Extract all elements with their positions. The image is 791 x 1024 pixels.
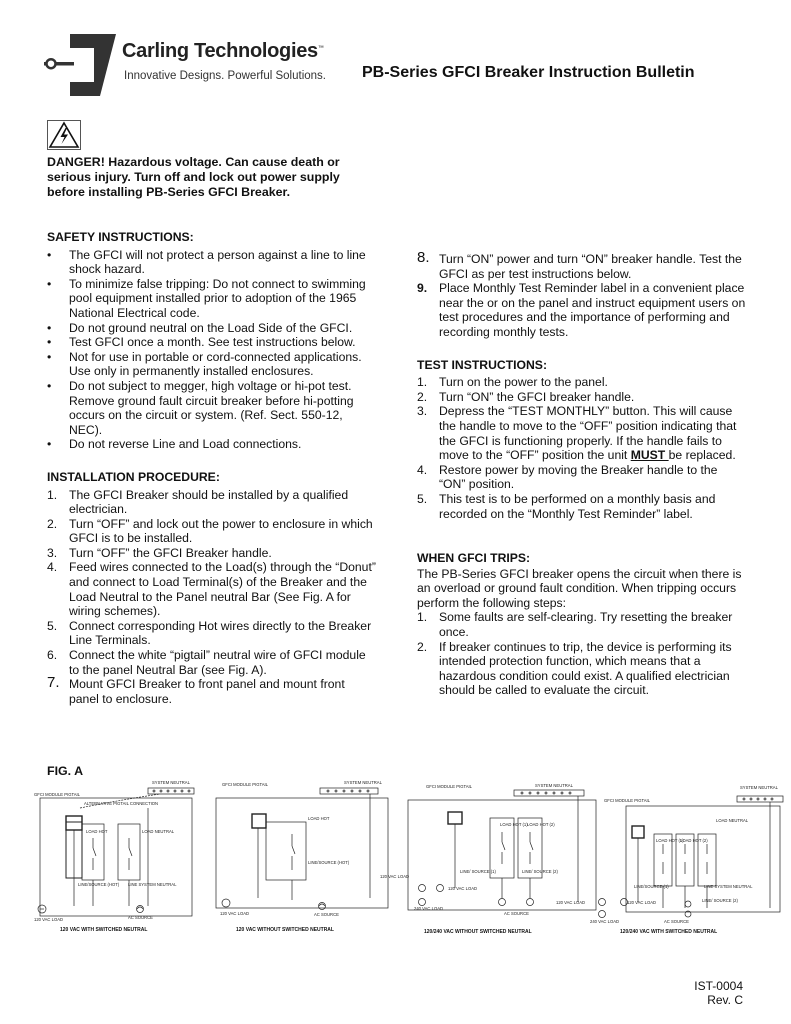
svg-text:LOAD HOT (1): LOAD HOT (1) (656, 838, 684, 843)
svg-text:LINE SYSTEM NEUTRAL: LINE SYSTEM NEUTRAL (128, 882, 177, 887)
list-item: • Do not reverse Line and Load connections. (47, 437, 302, 452)
svg-text:120/240 VAC WITHOUT SWITCHED N: 120/240 VAC WITHOUT SWITCHED NEUTRAL (424, 929, 532, 935)
safety-list (47, 248, 377, 452)
trips-heading: WHEN GFCI TRIPS: (417, 551, 531, 566)
right-column (417, 249, 747, 698)
svg-text:120 VAC LOAD: 120 VAC LOAD (448, 886, 478, 891)
svg-text:SYSTEM NEUTRAL: SYSTEM NEUTRAL (344, 780, 382, 785)
carling-logo-icon (44, 34, 116, 96)
svg-text:LOAD HOT (2): LOAD HOT (2) (527, 822, 555, 827)
diagram-120-240vac-switched-neutral (556, 785, 783, 935)
list-item: • Test GFCI once a month. See test instructions below. (47, 335, 356, 350)
electrical-hazard-icon (47, 120, 81, 150)
svg-text:LOAD HOT: LOAD HOT (86, 829, 108, 834)
diagram-120-240vac-without-switched-neutral (380, 783, 596, 935)
installation-list-continued (417, 249, 747, 340)
svg-text:LOAD NEUTRAL: LOAD NEUTRAL (142, 829, 175, 834)
svg-text:SYSTEM NEUTRAL: SYSTEM NEUTRAL (152, 780, 190, 785)
test-list (417, 375, 747, 521)
document-title: PB-Series GFCI Breaker Instruction Bulletin (362, 64, 695, 81)
safety-heading: SAFETY INSTRUCTIONS: (47, 230, 194, 244)
list-item: 2. If breaker continues to trip, the device is performing its intended protection function, which means that a hazardous condition could exist. A qualified electrician should be called to evaluate the circuit. (417, 639, 732, 698)
svg-text:LINE SYSTEM NEUTRAL: LINE SYSTEM NEUTRAL (704, 884, 753, 889)
wiring-diagrams (30, 778, 785, 940)
svg-text:120 VAC LOAD: 120 VAC LOAD (34, 917, 64, 922)
must-emphasis: MUST (630, 448, 669, 463)
svg-text:LOAD HOT (2): LOAD HOT (2) (680, 838, 708, 843)
svg-text:AC SOURCE: AC SOURCE (314, 912, 339, 917)
list-item: 1. Some faults are self-clearing. Try resetting the breaker once. (417, 610, 733, 640)
list-item: • Do not ground neutral on the Load Side of the GFCI. (47, 320, 353, 335)
list-item: 5. Connect corresponding Hot wires directly to the Breaker Line Terminals. (47, 618, 372, 648)
svg-text:120/240 VAC WITH SWITCHED NEUT: 120/240 VAC WITH SWITCHED NEUTRAL (620, 929, 718, 935)
svg-text:AC SOURCE: AC SOURCE (128, 915, 153, 920)
brand-name: Carling Technologies™ (122, 40, 324, 62)
list-item: 4. Feed wires connected to the Load(s) through the “Donut” and connect to Load Terminal(s) of the Breaker and the Load Neutral to the Panel neutral Bar (See Fig. A for wiring schemes). (47, 560, 376, 619)
svg-text:AC SOURCE: AC SOURCE (504, 911, 529, 916)
svg-text:120 VAC WITH SWITCHED NEUTRAL: 120 VAC WITH SWITCHED NEUTRAL (60, 927, 148, 933)
svg-text:LOAD HOT (1): LOAD HOT (1) (500, 822, 528, 827)
svg-text:LINE/ SOURCE (2): LINE/ SOURCE (2) (702, 898, 738, 903)
diagram-120vac-switched-neutral (34, 780, 194, 933)
list-item: 7. Mount GFCI Breaker to front panel and mount front panel to enclosure. (47, 674, 345, 706)
list-item: 4. Restore power by moving the Breaker handle to the “ON” position. (417, 462, 718, 492)
svg-text:120 VAC LOAD: 120 VAC LOAD (556, 900, 586, 905)
svg-text:LINE/SOURCE (HOT): LINE/SOURCE (HOT) (78, 882, 120, 887)
svg-text:240 VAC LOAD: 240 VAC LOAD (590, 919, 620, 924)
list-item: • To minimize false tripping: Do not connect to swimming pool equipment installed prior to adoption of the 1965 National Electrical code. (47, 276, 366, 320)
list-item: 1. Turn on the power to the panel. (417, 375, 608, 390)
trips-list (417, 610, 747, 698)
list-item: • The GFCI will not protect a person against a line to line shock hazard. (47, 247, 366, 277)
svg-text:GFCI MODULE PIGTAIL: GFCI MODULE PIGTAIL (604, 798, 650, 803)
svg-text:GFCI MODULE PIGTAIL: GFCI MODULE PIGTAIL (426, 784, 472, 789)
trips-intro: The PB-Series GFCI breaker opens the circuit when there is an overload or ground fault condition. When tripping occurs perform the following steps: (417, 566, 742, 610)
svg-text:ALTERNATIVE PIGTAIL CONNECTION: ALTERNATIVE PIGTAIL CONNECTION (84, 801, 159, 806)
danger-warning: DANGER! Hazardous voltage. Can cause death or serious injury. Turn off and lock out power supply before installing PB-Series GFCI Breaker. (47, 155, 340, 199)
svg-text:120 VAC LOAD: 120 VAC LOAD (380, 874, 410, 879)
figure-label: FIG. A (47, 764, 84, 778)
svg-text:LINE/ SOURCE (1): LINE/ SOURCE (1) (460, 869, 496, 874)
svg-text:GFCI MODULE PIGTAIL: GFCI MODULE PIGTAIL (222, 782, 268, 787)
test-heading: TEST INSTRUCTIONS: (417, 357, 547, 372)
list-item: 8. Turn “ON” power and turn “ON” breaker handle. Test the GFCI as per test instructions below. (417, 249, 742, 281)
svg-text:SYSTEM NEUTRAL: SYSTEM NEUTRAL (740, 785, 778, 790)
revision: Rev. C (707, 993, 743, 1007)
svg-text:LINE/ SOURCE (2): LINE/ SOURCE (2) (522, 869, 558, 874)
document-number: IST-0004 (694, 979, 743, 993)
list-item: • Do not subject to megger, high voltage or hi-pot test. Remove ground fault circuit breaker before hi-potting occurs on the circuit or system. (Ref. Sect. 550-12, NEC). (47, 378, 354, 437)
installation-list (47, 488, 377, 707)
left-column (47, 230, 377, 706)
svg-text:120 VAC WITHOUT SWITCHED NEUTR: 120 VAC WITHOUT SWITCHED NEUTRAL (236, 927, 334, 933)
list-item: 3. Depress the “TEST MONTHLY” button. This will cause the handle to move to the “OFF” position indicating that the GFCI is functioning properly. If the handle fails to move to the “OFF” position the unit MUST be replaced. (417, 404, 737, 463)
diagram-120vac-without-switched-neutral (216, 780, 388, 933)
svg-text:120 VAC LOAD: 120 VAC LOAD (627, 900, 657, 905)
document-footer (694, 979, 743, 1007)
installation-heading: INSTALLATION PROCEDURE: (47, 469, 220, 484)
svg-text:LINE/SOURCE (1): LINE/SOURCE (1) (634, 884, 669, 889)
svg-text:GFCI MODULE PIGTAIL: GFCI MODULE PIGTAIL (34, 792, 80, 797)
list-item: 2. Turn “ON” the GFCI breaker handle. (417, 389, 635, 404)
svg-text:AC SOURCE: AC SOURCE (664, 919, 689, 924)
list-item: 9. Place Monthly Test Reminder label in a convenient place near the or on the panel and instruct equipment users on test procedures and the importance of performing and recording monthly tests. (417, 281, 746, 339)
list-item: 3. Turn “OFF” the GFCI Breaker handle. (47, 545, 272, 560)
brand-tagline: Innovative Designs. Powerful Solutions. (124, 70, 326, 82)
list-item: 1. The GFCI Breaker should be installed by a qualified electrician. (47, 487, 349, 517)
svg-text:120 VAC LOAD: 120 VAC LOAD (220, 911, 250, 916)
svg-text:240 VAC LOAD: 240 VAC LOAD (414, 906, 444, 911)
list-item: 5. This test is to be performed on a monthly basis and recorded on the “Monthly Test Reminder” label. (417, 491, 716, 521)
svg-text:LOAD HOT: LOAD HOT (308, 816, 330, 821)
svg-text:SYSTEM NEUTRAL: SYSTEM NEUTRAL (535, 783, 573, 788)
list-item: • Not for use in portable or cord-connected applications. Use only in permanently installed enclosures. (47, 349, 362, 379)
svg-text:LINE/SOURCE (HOT): LINE/SOURCE (HOT) (308, 860, 350, 865)
list-item: 6. Connect the white “pigtail” neutral wire of GFCI module to the panel Neutral Bar (see Fig. A). (47, 648, 366, 677)
list-item: 2. Turn “OFF” and lock out the power to enclosure in which GFCI is to be installed. (47, 516, 373, 546)
svg-text:LOAD NEUTRAL: LOAD NEUTRAL (716, 818, 749, 823)
